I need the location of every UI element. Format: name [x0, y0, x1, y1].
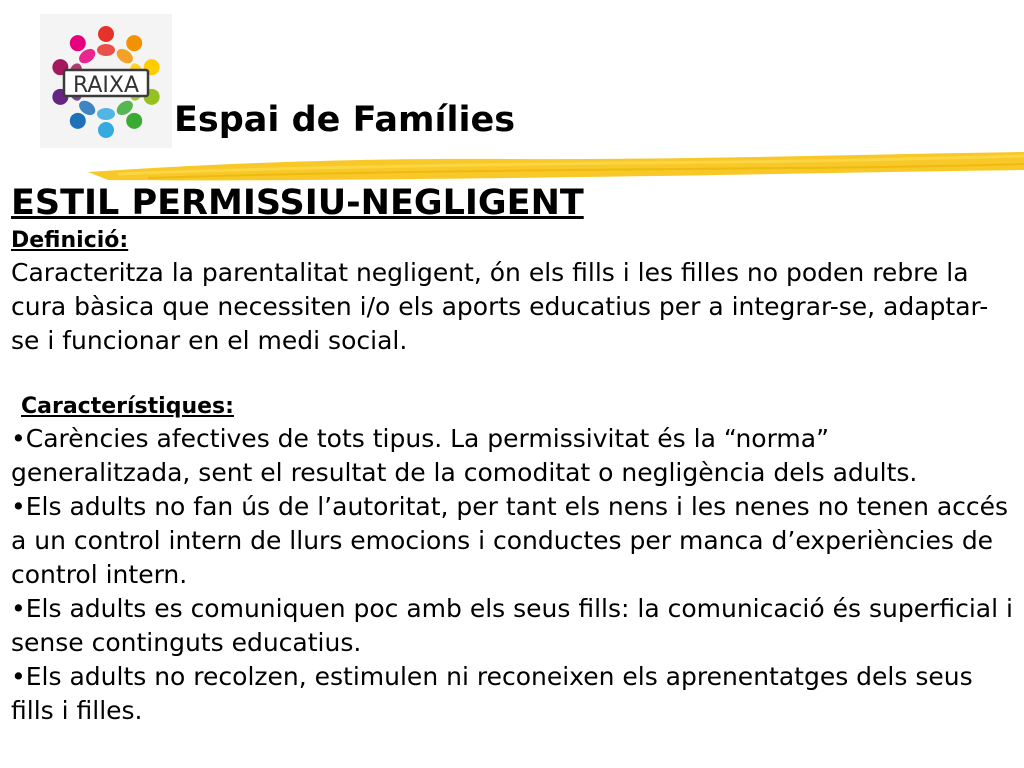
person-head-icon	[70, 113, 86, 129]
raixa-logo	[40, 14, 172, 148]
bullet-item: •Els adults no recolzen, estimulen ni reconeixen els aprenentatges dels seus fills i filles.	[11, 662, 973, 725]
person-head-icon	[70, 35, 86, 51]
brand-title: Espai de Famílies	[174, 100, 516, 140]
logo-text: RAIXA	[72, 73, 140, 98]
bullet-item: •Els adults es comuniquen poc amb els seus fills: la comunicació és superficial i sense continguts educatius.	[11, 594, 1013, 657]
bullet-item: •Carències afectives de tots tipus. La permissivitat és la “norma” generalitzada, sent el resultat de la comoditat o negligència dels adults.	[11, 424, 918, 487]
person-head-icon	[98, 122, 114, 138]
person-head-icon	[98, 26, 114, 42]
definition-heading: Definició:	[11, 228, 129, 253]
spacer	[11, 358, 1016, 392]
characteristics-heading	[11, 392, 1016, 422]
slide-content	[11, 180, 1016, 728]
person-head-icon	[126, 113, 142, 129]
slide-title: ESTIL PERMISSIU-NEGLIGENT	[11, 183, 584, 223]
person-head-icon	[126, 35, 142, 51]
person-body-icon	[97, 44, 115, 56]
characteristics-heading-text: Característiques:	[21, 394, 234, 419]
person-body-icon	[97, 108, 115, 120]
definition-text: Caracteritza la parentalitat negligent, ón els fills i les filles no poden rebre la cura bàsica que necessiten i/o els aports educatius per a integrar-se, adaptar-se i funcionar en el medi social.	[11, 258, 989, 355]
bullet-item: •Els adults no fan ús de l’autoritat, per tant els nens i les nenes no tenen accés a un control intern de llurs emocions i conductes per manca d’experiències de control intern.	[11, 492, 1009, 589]
